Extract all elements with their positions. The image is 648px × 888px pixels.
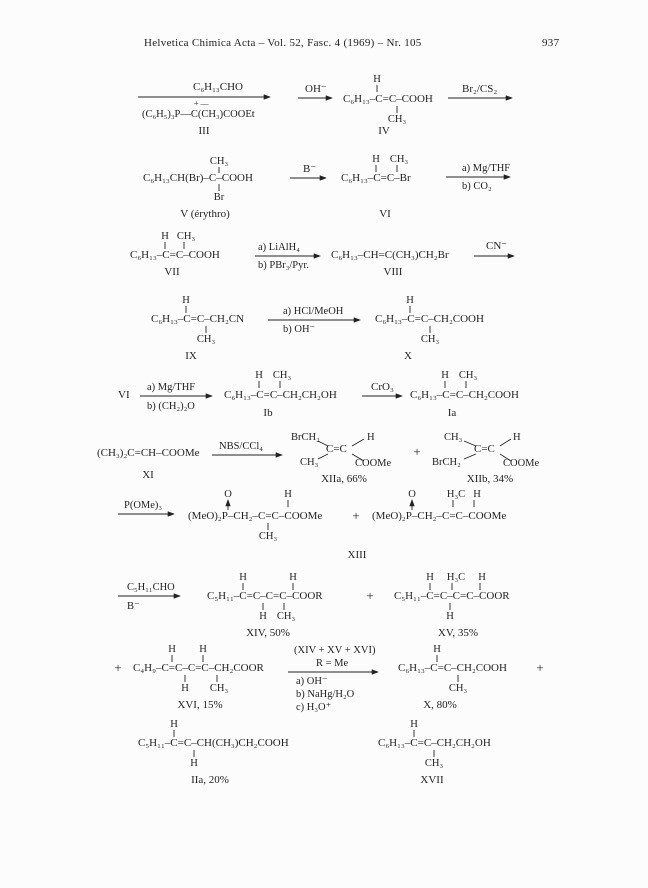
plus-sign: + (413, 444, 421, 459)
substituent-ch3: CH₃ (387, 114, 407, 125)
bond (464, 454, 476, 459)
reagent-chromium-trioxide: CrO₃ (371, 381, 394, 393)
substituent-h: H (410, 719, 418, 730)
compound-label-XV: XV, 35% (437, 627, 479, 639)
compound-VIII-formula: C₆H₁₃–CH=C(CH₃)CH₂Br (331, 249, 449, 261)
bond (352, 439, 364, 446)
page-number: 937 (542, 37, 560, 49)
row-7 (118, 489, 506, 561)
plus-sign: + (366, 588, 374, 603)
substituent-h: H (446, 611, 454, 622)
bond (500, 439, 511, 446)
substituent-h: H (426, 572, 434, 583)
substituent-h: H (433, 644, 441, 655)
journal-running-title: Helvetica Chimica Acta – Vol. 52, Fasc. 4 (1969) – Nr. 105 (144, 37, 422, 49)
row-10 (138, 719, 491, 786)
substituent-h: H (478, 572, 486, 583)
substituent-ch3: CH₃ (458, 370, 478, 381)
compound-VI-formula: C₆H₁₃–C=C–Br (341, 172, 411, 184)
row-3 (130, 231, 514, 278)
compound-label-IV: IV (378, 125, 390, 137)
reagent-step-b: b) PBr₃/Pyr. (258, 260, 309, 271)
compound-label-X: X, 80% (423, 699, 457, 711)
compound-X-formula: C₆H₁₃–C=C–CH₂COOH (375, 313, 484, 325)
substituent-h: H (170, 719, 178, 730)
compound-label-VII: VII (164, 266, 180, 278)
substituent-h: H (367, 432, 375, 443)
compound-label-III: III (198, 125, 210, 137)
reagent-bromine: Br₂/CS₂ (462, 83, 498, 95)
compound-label-Ia: Ia (447, 407, 457, 419)
substituent-ester: COOMe (503, 458, 540, 469)
substituent-h: H (181, 683, 189, 694)
substituent-ch3: CH₃ (176, 231, 196, 242)
compound-label-XIIa: XIIa, 66% (321, 473, 367, 485)
reagent-trimethyl-phosphite: P(OMe)₃ (124, 500, 163, 511)
compound-IIa-formula: C₅H₁₁–C=C–CH(CH₃)CH₂COOH (138, 737, 289, 749)
substituent-h: H (373, 74, 381, 85)
substituent-h: H (190, 758, 198, 769)
compound-XV-formula: C₅H₁₁–C=C–C=C–COOR (394, 590, 510, 602)
compound-X-formula: C₆H₁₃–C=C–CH₂COOH (398, 662, 507, 674)
substituent-h: H (289, 572, 297, 583)
substituent-bromomethyl: BrCH₂ (432, 457, 461, 468)
oxygen: O (408, 489, 416, 500)
reagent-base: B⁻ (127, 601, 140, 612)
compound-label-XIV: XIV, 50% (246, 627, 290, 639)
phosphonate-1-formula: (MeO)₂P–CH₂–C=C–COOMe (188, 510, 323, 522)
substituent-h: H (199, 644, 207, 655)
compound-label-VI: VI (379, 208, 391, 220)
substituent-h: H (372, 154, 380, 165)
substituent-h: H (168, 644, 176, 655)
compound-label-IX: IX (185, 350, 197, 362)
plus-sign: + (536, 660, 544, 675)
plus-sign: + (352, 508, 360, 523)
reagent-ylide: (C₆H₅)₃P—C(CH₃)COOEt (142, 109, 255, 120)
oxygen: O (224, 489, 232, 500)
compound-VII-formula: C₆H₁₃–C=C–COOH (130, 249, 220, 261)
alkene-core: C=C (474, 443, 495, 455)
substituent-ch3: CH₃ (272, 370, 292, 381)
substituent-ch3: CH₃ (209, 156, 229, 167)
compound-label-V: V (érythro) (180, 208, 230, 220)
reagent-hydroxide: OH⁻ (305, 83, 327, 95)
compound-label-VI-ref: VI (118, 389, 130, 401)
compound-IX-formula: C₆H₁₃–C=C–CH₂CN (151, 313, 245, 325)
compound-label-IIa: IIa, 20% (191, 774, 229, 786)
substituent-h: H (255, 370, 263, 381)
reagent-step-a: a) OH⁻ (296, 676, 328, 687)
substituent-ch3: H₃C (446, 489, 466, 500)
reagent-step-a: a) Mg/THF (147, 382, 196, 393)
substituent-h: H (513, 432, 521, 443)
substituent-ch3: CH₃ (300, 457, 319, 468)
substituent-h: H (161, 231, 169, 242)
row-2 (143, 154, 510, 220)
substituent-h: H (473, 489, 481, 500)
compound-IV-formula: C₆H₁₃–C=C–COOH (343, 93, 433, 105)
reagent-mixture: (XIV + XV + XVI) (294, 645, 376, 656)
substituent-h: H (406, 295, 414, 306)
row-4 (151, 295, 484, 362)
compound-label-XIII: XIII (347, 549, 367, 561)
row-6 (97, 432, 540, 485)
reagent-hexanal: C₅H₁₁CHO (127, 582, 175, 593)
compound-V-formula: C₆H₁₃CH(Br)–C–COOH (143, 172, 253, 184)
reagent-step-b: b) NaHg/H₂O (296, 689, 355, 700)
substituent-ch3: CH₃ (209, 683, 229, 694)
compound-label-X: X (404, 350, 412, 362)
compound-XI-formula: (CH₃)₂C=CH–COOMe (97, 447, 200, 459)
row-8 (118, 572, 510, 639)
substituent-ch3: H₃C (446, 572, 466, 583)
substituent-h: H (182, 295, 190, 306)
reagent-step-c: c) H₃O⁺ (296, 702, 332, 713)
compound-label-XVI: XVI, 15% (177, 699, 223, 711)
reagent-step-b: b) OH⁻ (283, 324, 316, 335)
substituent-ch3: CH₃ (196, 334, 216, 345)
compound-XVII-formula: C₆H₁₃–C=C–CH₂CH₂OH (378, 737, 491, 749)
compound-Ia-formula: C₆H₁₃–C=C–CH₂COOH (410, 389, 519, 401)
substituent-h: H (284, 489, 292, 500)
substituent-ch3: CH₃ (420, 334, 440, 345)
bond (318, 454, 328, 459)
reagent-base: B⁻ (303, 163, 317, 175)
compound-label-XI: XI (142, 469, 154, 481)
row-9 (114, 644, 543, 713)
compound-XVI-formula: C₄H₉–C=C–C=C–CH₂COOR (133, 662, 264, 674)
reagent-step-a: a) HCl/MeOH (283, 306, 344, 317)
row-1 (138, 74, 512, 137)
substituent-h: H (441, 370, 449, 381)
substituent-ch3: CH₃ (448, 683, 468, 694)
ylide-charges: + — (194, 99, 209, 108)
reagent-cyanide: CN⁻ (486, 240, 508, 252)
compound-Ib-formula: C₆H₁₃–C=C–CH₂CH₂OH (224, 389, 337, 401)
substituent-ch3: CH₃ (276, 611, 296, 622)
substituent-ch3: CH₃ (444, 432, 463, 443)
compound-label-VIII: VIII (383, 266, 403, 278)
phosphonate-2-formula: (MeO)₂P–CH₂–C=C–COOMe (372, 510, 507, 522)
compound-label-Ib: Ib (263, 407, 273, 419)
compound-label-XIIb: XIIb, 34% (466, 473, 514, 485)
substituent-ch3: CH₃ (424, 758, 444, 769)
row-5 (118, 370, 519, 419)
reagent-condition: R = Me (316, 658, 349, 669)
reagent-step-b: b) (CH₂)₂O (147, 401, 195, 412)
reagent-nbs: NBS/CCl₄ (219, 441, 263, 452)
substituent-ch3: CH₃ (258, 531, 278, 542)
substituent-ch3: CH₃ (389, 154, 409, 165)
substituent-h: H (259, 611, 267, 622)
compound-label-XVII: XVII (420, 774, 444, 786)
alkene-core: C=C (326, 443, 347, 455)
compound-XIV-formula: C₅H₁₁–C=C–C=C–COOR (207, 590, 323, 602)
reagent-aldehyde: C₆H₁₃CHO (192, 81, 244, 93)
plus-sign: + (114, 660, 122, 675)
substituent-ester: COOMe (355, 458, 392, 469)
reagent-step-b: b) CO₂ (462, 181, 492, 192)
substituent-h: H (239, 572, 247, 583)
substituent-bromomethyl: BrCH₂ (291, 432, 320, 443)
reagent-step-a: a) Mg/THF (462, 163, 511, 174)
reagent-step-a: a) LiAlH₄ (258, 242, 300, 253)
substituent-br: Br (213, 192, 225, 203)
